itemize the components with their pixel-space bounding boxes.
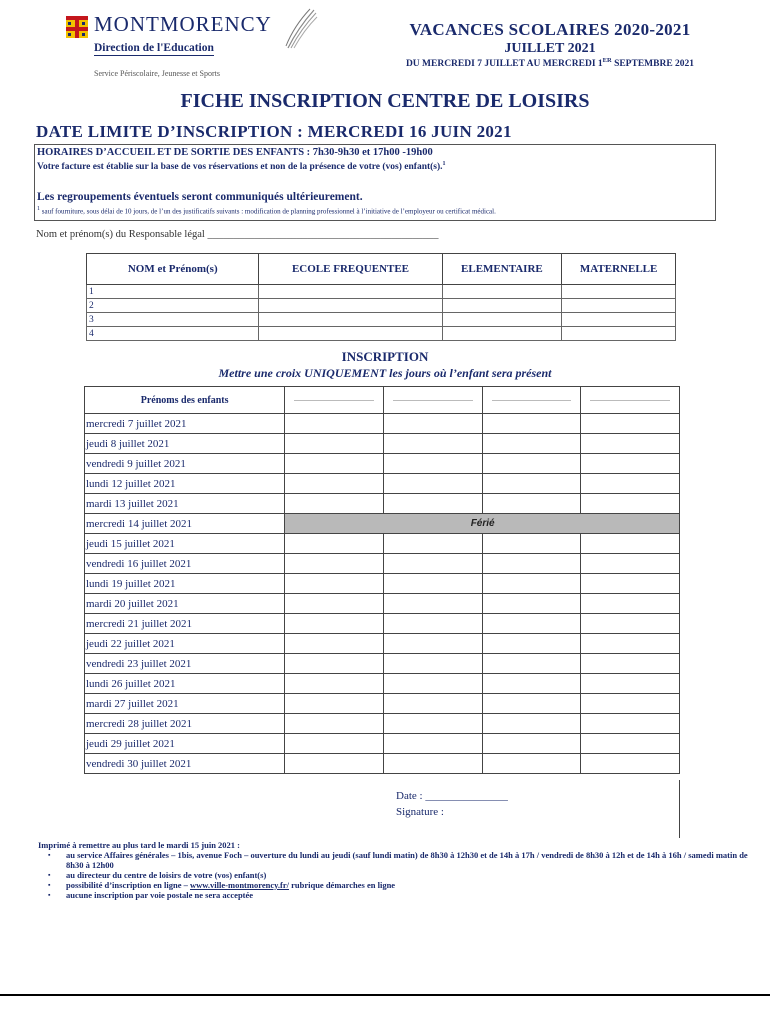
day-row <box>85 534 680 554</box>
attendance-checkbox-cell[interactable] <box>482 534 581 554</box>
logo-swoosh-icon <box>284 8 318 50</box>
attendance-checkbox-cell[interactable] <box>383 574 482 594</box>
attendance-checkbox-cell[interactable] <box>482 594 581 614</box>
attendance-checkbox-cell[interactable] <box>482 654 581 674</box>
day-row <box>85 414 680 434</box>
dates-prefix: DU MERCREDI 7 JUILLET AU MERCREDI 1 <box>405 59 603 70</box>
attendance-checkbox-cell[interactable] <box>581 534 680 554</box>
day-label: mercredi 21 juillet 2021 <box>85 614 285 634</box>
child-name-cell-3[interactable] <box>482 387 581 414</box>
school-cell[interactable] <box>259 299 442 313</box>
day-label: lundi 19 juillet 2021 <box>85 574 285 594</box>
footer-item-postal: ▪ aucune inscription par voie postale ne sera acceptée <box>56 890 758 900</box>
child-name-cell[interactable]: 2 <box>87 299 259 313</box>
day-row <box>85 454 680 474</box>
footer-item-service: ▪ au service Affaires générales – 1bis, avenue Foch – ouverture du lundi au jeudi (sauf lundi matin) de 8h30 à 12h30 et de 14h à 17h / vendredi de 8h30 à 12h et de 14h à 16h / samedi matin de 8h30 à 12h00 <box>56 850 758 870</box>
day-row <box>85 634 680 654</box>
day-row <box>85 614 680 634</box>
footnote <box>37 206 496 215</box>
day-label: vendredi 23 juillet 2021 <box>85 654 285 674</box>
child-name-cell-2[interactable] <box>383 387 482 414</box>
website-link[interactable]: www.ville-montmorency.fr/ <box>189 880 289 890</box>
billing-body: Votre facture est établie sur la base de vos réservations et non de la présence de votre (vos) enfant(s). <box>37 162 443 173</box>
attendance-checkbox-cell[interactable] <box>285 494 384 514</box>
attendance-checkbox-cell[interactable] <box>383 434 482 454</box>
children-rows <box>87 285 676 341</box>
attendance-checkbox-cell[interactable] <box>383 454 482 474</box>
attendance-checkbox-cell[interactable] <box>383 534 482 554</box>
footnote-body: sauf fourniture, sous délai de 10 jours, de l’un des justificatifs suivants : modification de planning professionnel à l’initiative de l’employeur ou certificat médical. <box>40 207 496 216</box>
attendance-checkbox-cell[interactable] <box>482 494 581 514</box>
attendance-checkbox-cell[interactable] <box>285 674 384 694</box>
attendance-checkbox-cell[interactable] <box>285 654 384 674</box>
attendance-checkbox-cell[interactable] <box>285 574 384 594</box>
signature-divider <box>679 780 680 838</box>
maternelle-cell[interactable] <box>562 313 676 327</box>
responsible-field[interactable]: Nom et prénom(s) du Responsable légal ____________________________________________ <box>36 229 439 240</box>
attendance-checkbox-cell[interactable] <box>482 634 581 654</box>
hours-text: HORAIRES D’ACCUEIL ET DE SORTIE DES ENFANTS : 7h30-9h30 et 17h00 -19h00 <box>37 147 433 158</box>
attendance-checkbox-cell[interactable] <box>383 674 482 694</box>
col-header-elementary: ELEMENTAIRE <box>442 254 562 285</box>
attendance-checkbox-cell[interactable] <box>383 474 482 494</box>
attendance-checkbox-cell[interactable] <box>581 554 680 574</box>
attendance-checkbox-cell[interactable] <box>383 714 482 734</box>
day-row <box>85 514 680 534</box>
day-row <box>85 494 680 514</box>
footer-item-director: ▪ au directeur du centre de loisirs de votre (vos) enfant(s) <box>56 870 758 880</box>
col-header-maternelle: MATERNELLE <box>562 254 676 285</box>
attendance-checkbox-cell[interactable] <box>383 614 482 634</box>
child-name-cell[interactable]: 4 <box>87 327 259 341</box>
attendance-checkbox-cell[interactable] <box>285 594 384 614</box>
billing-sup: 1 <box>442 161 446 167</box>
coat-of-arms-icon <box>66 16 88 38</box>
school-cell[interactable] <box>259 313 442 327</box>
dates-suffix: SEPTEMBRE 2021 <box>611 59 695 70</box>
day-row <box>85 754 680 774</box>
footer-intro: Imprimé à remettre au plus tard le mardi 15 juin 2021 : <box>38 840 241 850</box>
maternelle-cell[interactable] <box>562 327 676 341</box>
footnote-sup: 1 <box>37 206 40 212</box>
attendance-checkbox-cell[interactable] <box>482 454 581 474</box>
maternelle-cell[interactable] <box>562 285 676 299</box>
online-suffix: rubrique démarches en ligne <box>288 880 396 890</box>
child-name-cell-4[interactable] <box>581 387 680 414</box>
child-row <box>87 285 676 299</box>
attendance-checkbox-cell[interactable] <box>383 554 482 574</box>
attendance-checkbox-cell[interactable] <box>581 434 680 454</box>
attendance-checkbox-cell[interactable] <box>285 614 384 634</box>
holiday-cell: Férié <box>285 514 680 534</box>
school-cell[interactable] <box>259 285 442 299</box>
attendance-checkbox-cell[interactable] <box>285 734 384 754</box>
day-label: jeudi 22 juillet 2021 <box>85 634 285 654</box>
attendance-checkbox-cell[interactable] <box>383 594 482 614</box>
school-cell[interactable] <box>259 327 442 341</box>
vacation-dates <box>340 57 760 69</box>
attendance-checkbox-cell[interactable] <box>285 694 384 714</box>
bottom-rule <box>0 994 770 996</box>
form-title: FICHE INSCRIPTION CENTRE DE LOISIRS <box>180 90 590 112</box>
day-row <box>85 654 680 674</box>
attendance-checkbox-cell[interactable] <box>383 494 482 514</box>
day-row <box>85 714 680 734</box>
attendance-checkbox-cell[interactable] <box>285 454 384 474</box>
day-row <box>85 594 680 614</box>
day-label: mercredi 14 juillet 2021 <box>85 514 285 534</box>
day-label: jeudi 15 juillet 2021 <box>85 534 285 554</box>
attendance-checkbox-cell[interactable] <box>285 434 384 454</box>
attendance-checkbox-cell[interactable] <box>285 534 384 554</box>
dates-sup: ER <box>602 57 612 64</box>
day-label: lundi 12 juillet 2021 <box>85 474 285 494</box>
date-field[interactable]: Date : _______________ <box>396 790 508 802</box>
logo <box>62 14 322 80</box>
elementary-cell[interactable] <box>442 285 562 299</box>
attendance-rows <box>85 414 680 774</box>
attendance-checkbox-cell[interactable] <box>482 714 581 734</box>
children-table <box>86 253 676 341</box>
day-label: lundi 26 juillet 2021 <box>85 674 285 694</box>
day-row <box>85 434 680 454</box>
logo-direction: Direction de l'Education <box>94 42 214 54</box>
attendance-checkbox-cell[interactable] <box>581 754 680 774</box>
inscription-subtitle: Mettre une croix UNIQUEMENT les jours où l’enfant sera présent <box>218 366 552 380</box>
attendance-checkbox-cell[interactable] <box>285 414 384 434</box>
attendance-checkbox-cell[interactable] <box>285 474 384 494</box>
attendance-checkbox-cell[interactable] <box>482 554 581 574</box>
attendance-checkbox-cell[interactable] <box>581 414 680 434</box>
logo-name: MONTMORENCY <box>94 12 272 36</box>
elementary-cell[interactable] <box>442 313 562 327</box>
day-label: mardi 13 juillet 2021 <box>85 494 285 514</box>
attendance-checkbox-cell[interactable] <box>581 634 680 654</box>
attendance-checkbox-cell[interactable] <box>383 414 482 434</box>
attendance-checkbox-cell[interactable] <box>581 494 680 514</box>
col-header-name: NOM et Prénom(s) <box>87 254 259 285</box>
attendance-checkbox-cell[interactable] <box>285 554 384 574</box>
vacation-title: VACANCES SCOLAIRES 2020-2021 <box>409 20 691 39</box>
attendance-checkbox-cell[interactable] <box>383 754 482 774</box>
attendance-checkbox-cell[interactable] <box>581 714 680 734</box>
child-name-cell[interactable]: 3 <box>87 313 259 327</box>
attendance-checkbox-cell[interactable] <box>482 754 581 774</box>
elementary-cell[interactable] <box>442 327 562 341</box>
day-label: vendredi 16 juillet 2021 <box>85 554 285 574</box>
attendance-checkbox-cell[interactable] <box>581 674 680 694</box>
child-name-cell[interactable]: 1 <box>87 285 259 299</box>
billing-text <box>37 161 446 172</box>
attendance-checkbox-cell[interactable] <box>581 474 680 494</box>
day-row <box>85 554 680 574</box>
attendance-checkbox-cell[interactable] <box>285 714 384 734</box>
day-row <box>85 474 680 494</box>
attendance-checkbox-cell[interactable] <box>482 434 581 454</box>
day-label: mercredi 7 juillet 2021 <box>85 414 285 434</box>
attendance-checkbox-cell[interactable] <box>482 574 581 594</box>
day-label: vendredi 9 juillet 2021 <box>85 454 285 474</box>
attendance-checkbox-cell[interactable] <box>581 614 680 634</box>
col-header-children: Prénoms des enfants <box>85 387 285 414</box>
attendance-checkbox-cell[interactable] <box>581 694 680 714</box>
attendance-checkbox-cell[interactable] <box>383 634 482 654</box>
attendance-checkbox-cell[interactable] <box>482 474 581 494</box>
footer-item-online <box>56 880 758 890</box>
footer-list <box>38 850 758 900</box>
vacation-month: JUILLET 2021 <box>504 41 596 56</box>
attendance-table <box>84 386 680 774</box>
online-prefix: possibilité d’inscription en ligne – <box>66 880 190 890</box>
inscription-title: INSCRIPTION <box>341 349 429 364</box>
day-label: vendredi 30 juillet 2021 <box>85 754 285 774</box>
day-label: jeudi 8 juillet 2021 <box>85 434 285 454</box>
day-row <box>85 674 680 694</box>
signature-field[interactable]: Signature : <box>396 806 444 818</box>
attendance-checkbox-cell[interactable] <box>581 654 680 674</box>
attendance-checkbox-cell[interactable] <box>482 414 581 434</box>
logo-service: Service Périscolaire, Jeunesse et Sports <box>94 69 220 78</box>
col-header-school: ECOLE FREQUENTEE <box>259 254 442 285</box>
day-row <box>85 734 680 754</box>
child-row <box>87 299 676 313</box>
child-row <box>87 313 676 327</box>
maternelle-cell[interactable] <box>562 299 676 313</box>
footer-instructions <box>38 840 758 900</box>
child-name-cell-1[interactable] <box>285 387 384 414</box>
attendance-checkbox-cell[interactable] <box>482 674 581 694</box>
attendance-checkbox-cell[interactable] <box>581 594 680 614</box>
header-block <box>340 20 760 69</box>
regroup-text: Les regroupements éventuels seront communiqués ultérieurement. <box>37 191 363 203</box>
attendance-checkbox-cell[interactable] <box>581 574 680 594</box>
attendance-checkbox-cell[interactable] <box>285 634 384 654</box>
day-row <box>85 574 680 594</box>
day-label: mercredi 28 juillet 2021 <box>85 714 285 734</box>
attendance-checkbox-cell[interactable] <box>581 454 680 474</box>
deadline: DATE LIMITE D’INSCRIPTION : MERCREDI 16 JUIN 2021 <box>36 122 512 141</box>
attendance-checkbox-cell[interactable] <box>285 754 384 774</box>
attendance-checkbox-cell[interactable] <box>383 694 482 714</box>
attendance-checkbox-cell[interactable] <box>383 734 482 754</box>
day-label: mardi 27 juillet 2021 <box>85 694 285 714</box>
attendance-checkbox-cell[interactable] <box>482 694 581 714</box>
attendance-checkbox-cell[interactable] <box>383 654 482 674</box>
day-row <box>85 694 680 714</box>
day-label: mardi 20 juillet 2021 <box>85 594 285 614</box>
elementary-cell[interactable] <box>442 299 562 313</box>
attendance-checkbox-cell[interactable] <box>581 734 680 754</box>
attendance-checkbox-cell[interactable] <box>482 614 581 634</box>
attendance-checkbox-cell[interactable] <box>482 734 581 754</box>
child-row <box>87 327 676 341</box>
day-label: jeudi 29 juillet 2021 <box>85 734 285 754</box>
info-box <box>34 144 716 221</box>
